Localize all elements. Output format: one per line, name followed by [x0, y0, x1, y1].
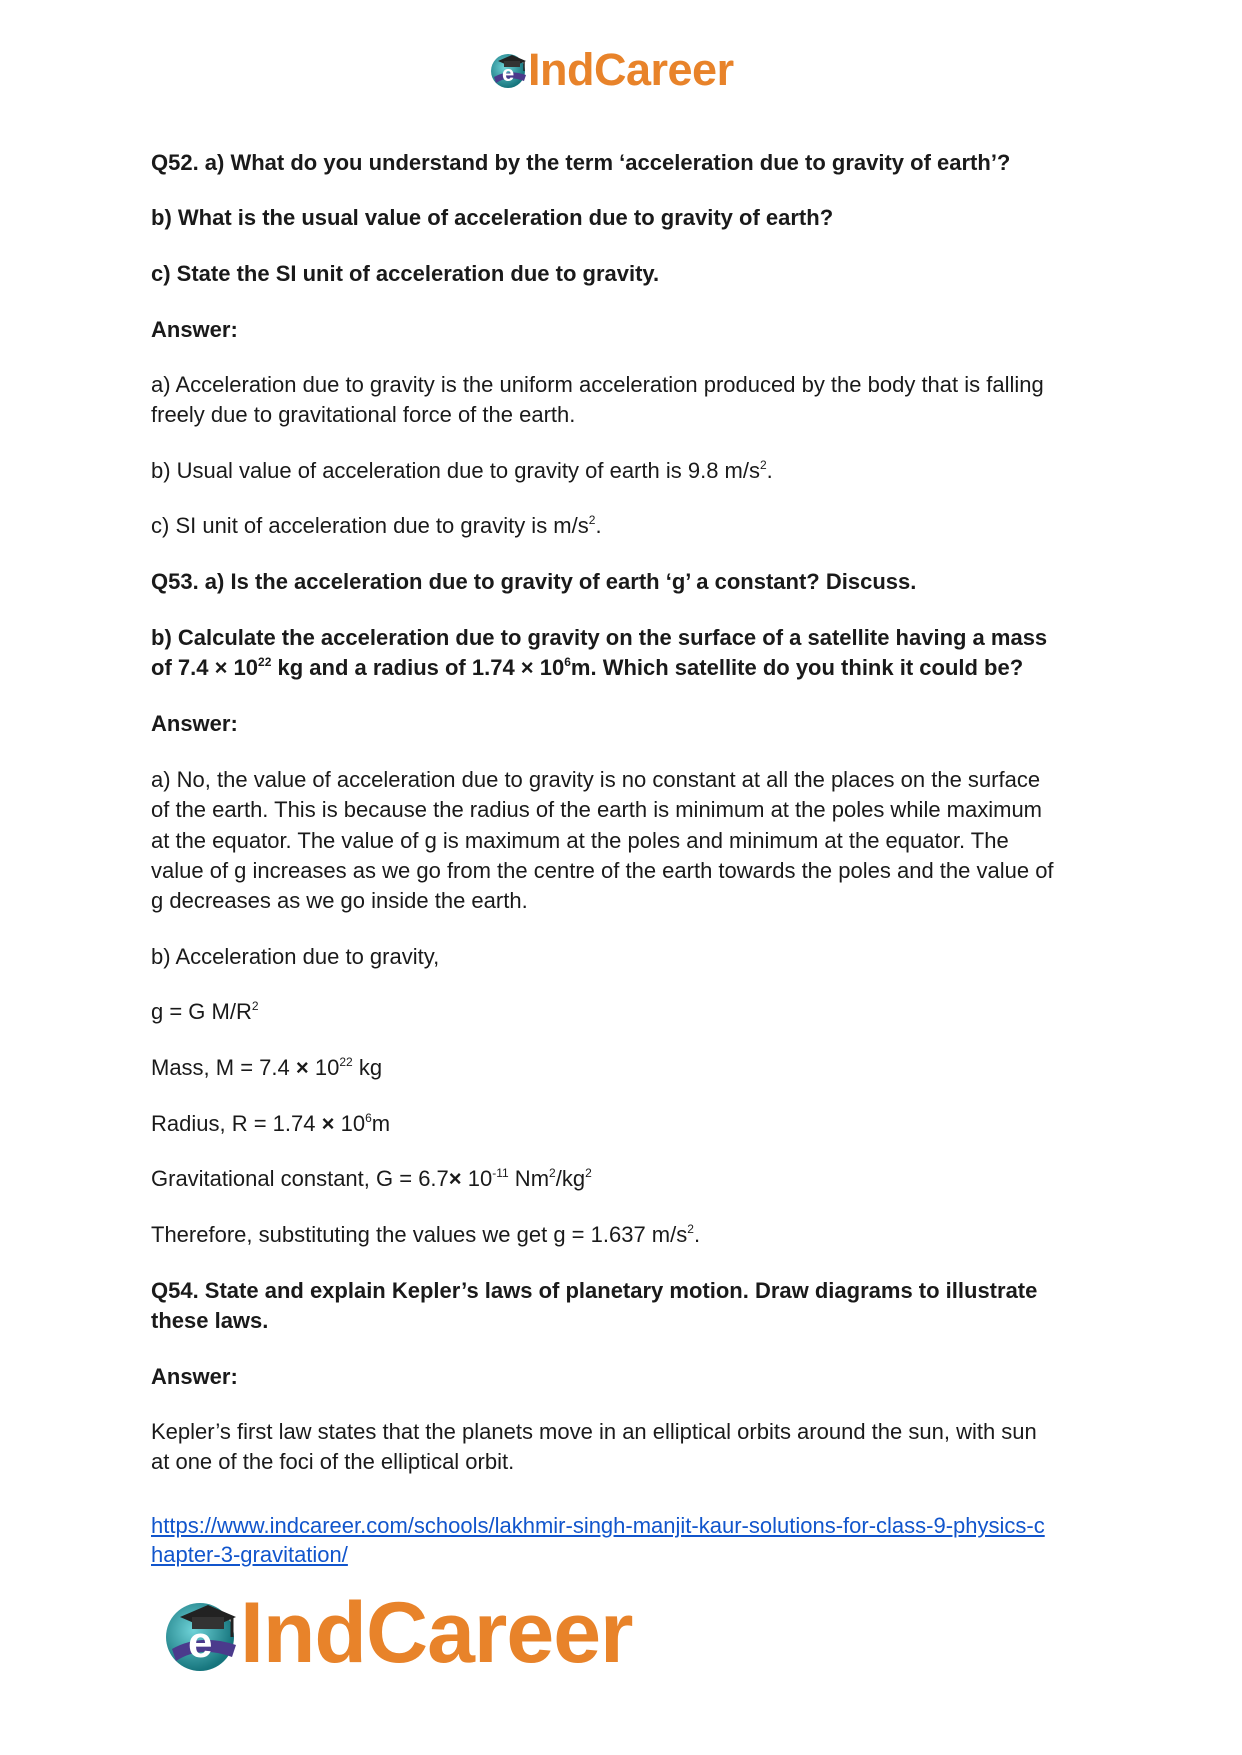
q54-question-line2: these laws. [151, 1308, 269, 1333]
q52-answer-b: b) Usual value of acceleration due to gravity of earth is 9.8 $m/s^2$. [151, 458, 773, 483]
graduation-globe-icon [488, 47, 532, 91]
q54-answer-line1: Kepler’s first law states that the planets move in an elliptical orbits around the sun, with sun [151, 1419, 1037, 1444]
header-logo-text: IndCareer [528, 43, 734, 95]
svg-text:e: e [502, 61, 515, 86]
gravitational-constant: Gravitational constant, $G = 6.7\times 10^{-11}$ $Nm^2/kg^2$ [151, 1166, 592, 1191]
header-logo [488, 40, 734, 98]
q54-answer-label: Answer: [151, 1364, 238, 1389]
q52-part-c: c) State the SI unit of acceleration due to gravity. [151, 261, 660, 286]
footer-logo [160, 1585, 633, 1681]
source-link-line2[interactable]: hapter-3-gravitation/ [151, 1542, 348, 1567]
q52-part-b: b) What is the usual value of acceleration due to gravity of earth? [151, 205, 834, 230]
q53-part-b-line1: b) Calculate the acceleration due to gravity on the surface of a satellite having a mass [151, 625, 1048, 650]
footer-logo-text: IndCareer [240, 1585, 633, 1681]
radius-value: Radius, $R = 1.74 \times 10^6m$ [151, 1111, 391, 1136]
q52-answer-a-line1: a) Acceleration due to gravity is the uniform acceleration produced by the body that is falling [151, 372, 1044, 397]
q52-answer-label: Answer: [151, 317, 238, 342]
result-value: Therefore, substituting the values we get g = 1.637 $m/s^2$. [151, 1222, 701, 1247]
q53-answer-label: Answer: [151, 711, 238, 736]
mass-value: Mass, $M = 7.4 \times 10^{22}$ kg [151, 1055, 383, 1080]
svg-text:e: e [188, 1618, 213, 1667]
gravity-formula: g = G $M/R^2$ [151, 999, 259, 1024]
graduation-globe-icon [160, 1589, 248, 1677]
q54-question-line1: Q54. State and explain Kepler’s laws of planetary motion. Draw diagrams to illustrate [151, 1278, 1038, 1303]
q52-answer-c: c) SI unit of acceleration due to gravity is $m/s^2$. [151, 513, 602, 538]
q54-answer-line2: at one of the foci of the elliptical orbit. [151, 1449, 515, 1474]
q53-answer-b: b) Acceleration due to gravity, [151, 944, 440, 969]
q52-part-a: Q52. a) What do you understand by the term ‘acceleration due to gravity of earth’? [151, 150, 1011, 175]
q53-part-b-line2: of $7.4 \times 10^{22}$ kg and a radius of $1.74 \times 10^6m$. Which satellite do you think it could be? [151, 655, 1024, 680]
q53-answer-a-line5: g decreases as we go inside the earth. [151, 888, 528, 913]
q53-part-a: Q53. a) Is the acceleration due to gravity of earth ‘g’ a constant? Discuss. [151, 569, 917, 594]
q52-answer-a-line2: freely due to gravitational force of the earth. [151, 402, 576, 427]
q53-answer-a-line2: of the earth. This is because the radius of the earth is minimum at the poles while maximum [151, 797, 1043, 822]
source-link-line1[interactable]: https://www.indcareer.com/schools/lakhmir-singh-manjit-kaur-solutions-for-class-9-physics-c [151, 1513, 1045, 1538]
q53-answer-a-line4: value of g increases as we go from the centre of the earth towards the poles and the value of [151, 858, 1054, 883]
q53-answer-a-line1: a) No, the value of acceleration due to gravity is no constant at all the places on the surface [151, 767, 1041, 792]
q53-answer-a-line3: at the equator. The value of g is maximum at the poles and minimum at the equator. The [151, 828, 1009, 853]
